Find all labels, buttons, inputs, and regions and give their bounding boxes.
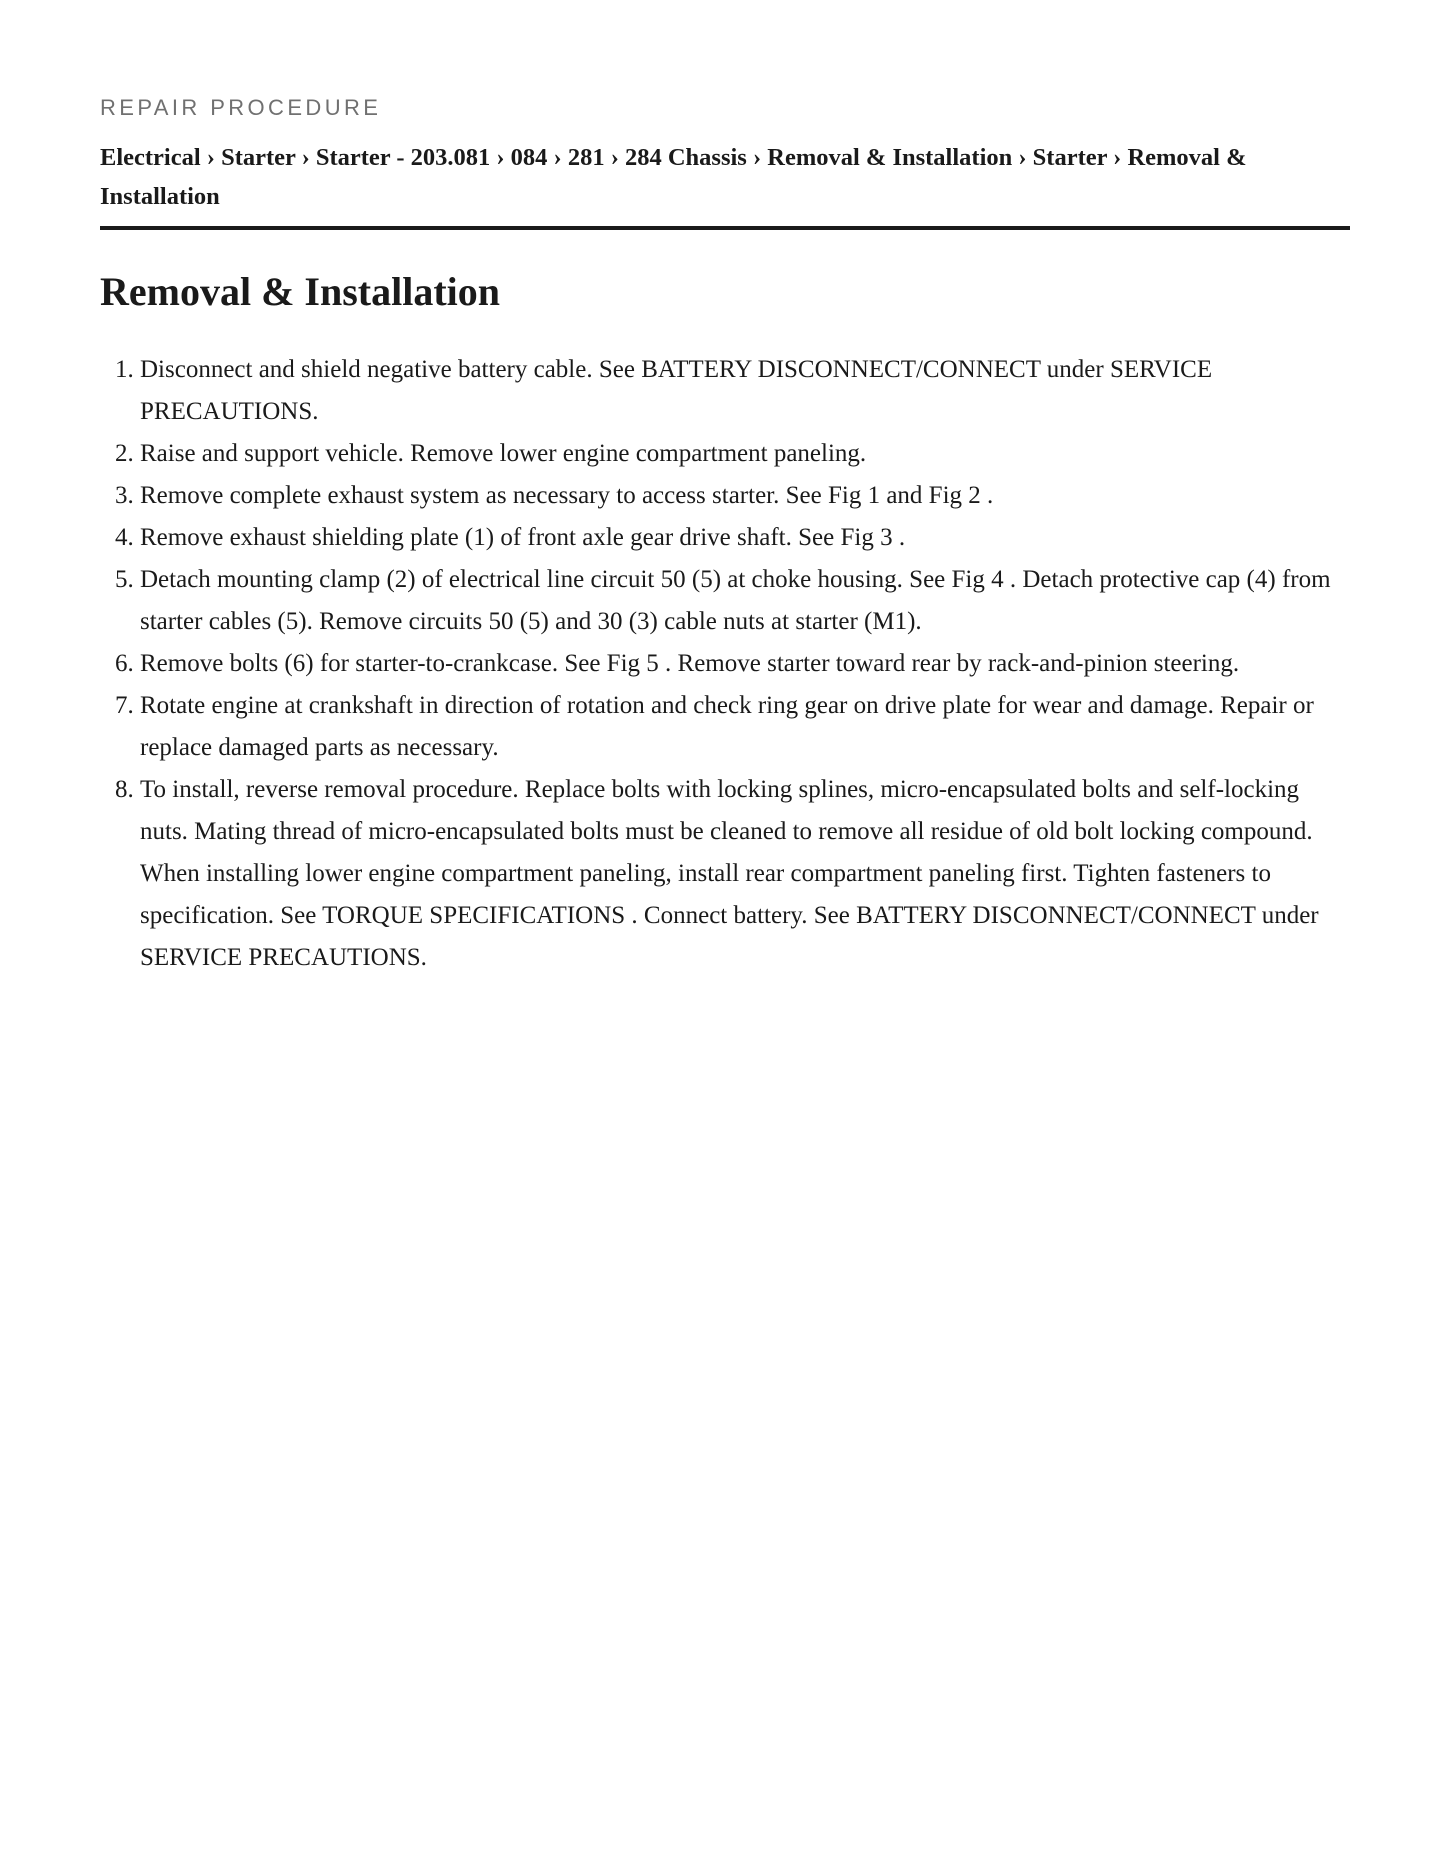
header-divider [100, 226, 1350, 230]
step-item-3: 3. Remove complete exhaust system as necessary to access starter. See Fig 1 and Fig 2 . [140, 475, 1350, 517]
section-kicker: REPAIR PROCEDURE [100, 95, 382, 120]
step-item-8: 8. To install, reverse removal procedure. Replace bolts with locking splines, micro-encapsulated bolts and self-locking nuts. Mating thread of micro-encapsulated bolts must be cleaned to remove all residue of old bolt locking compound. When installing lower engine compartment paneling, install rear compartment paneling first. Tighten fasteners to specification. See TORQUE SPECIFICATIONS . Connect battery. See BATTERY DISCONNECT/CONNECT under SERVICE PRECAUTIONS. [140, 769, 1350, 979]
step-item-2: 2. Raise and support vehicle. Remove lower engine compartment paneling. [140, 433, 1350, 475]
step-item-4: 4. Remove exhaust shielding plate (1) of front axle gear drive shaft. See Fig 3 . [140, 517, 1350, 559]
step-item-6: 6. Remove bolts (6) for starter-to-crankcase. See Fig 5 . Remove starter toward rear by rack-and-pinion steering. [140, 643, 1350, 685]
step-item-5: 5. Detach mounting clamp (2) of electrical line circuit 50 (5) at choke housing. See Fig 4 . Detach protective cap (4) from starter cables (5). Remove circuits 50 (5) and 30 (3) cable nuts at starter (M1). [140, 559, 1350, 643]
step-item-1: 1. Disconnect and shield negative battery cable. See BATTERY DISCONNECT/CONNECT under SERVICE PRECAUTIONS. [140, 349, 1350, 433]
step-item-7: 7. Rotate engine at crankshaft in direction of rotation and check ring gear on drive plate for wear and damage. Repair or replace damaged parts as necessary. [140, 685, 1350, 769]
breadcrumb: Electrical › Starter › Starter - 203.081 › 084 › 281 › 284 Chassis › Removal & Installation › Starter › Removal & Installation [100, 144, 1247, 210]
procedure-steps [100, 349, 1350, 979]
page-title: Removal & Installation [100, 269, 500, 314]
